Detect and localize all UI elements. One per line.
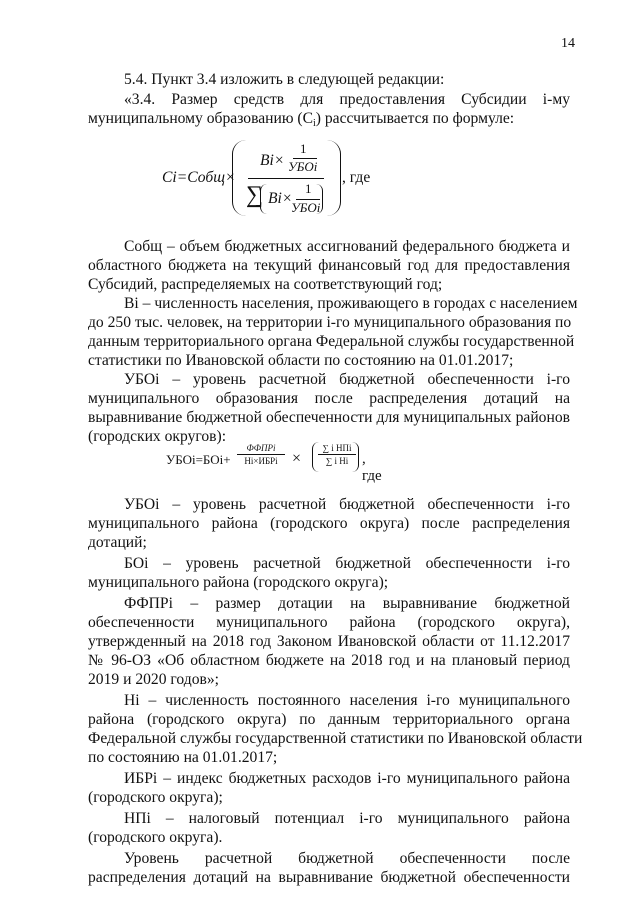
intro-line-2: «3.4. Размер средств для предоставления Субсидии i-му bbox=[124, 91, 570, 108]
formula-ci-den-left-paren bbox=[260, 184, 267, 214]
formula-ci-num-bi: Bi× bbox=[260, 152, 285, 169]
definition-6-line-2: (городского округа). bbox=[88, 829, 223, 846]
definition-3-line-2: обеспеченности муниципального района (городского округа), bbox=[88, 614, 570, 631]
def-bi-2: до 250 тыс. человек, на территории i-го муниципального образования по bbox=[88, 314, 572, 331]
formula-ci bbox=[162, 138, 412, 220]
definition-3-line-3: утвержденный на 2018 год Законом Ивановской области от 11.12.2017 bbox=[88, 633, 570, 650]
def-sobsh-3: Субсидий, распределяемых на соответствующий год; bbox=[88, 276, 443, 293]
formula-ci-left-paren bbox=[232, 140, 247, 216]
formula-ci-sigma: ∑ bbox=[246, 182, 264, 208]
intro-line-1: 5.4. Пункт 3.4 изложить в следующей редакции: bbox=[124, 71, 445, 88]
definition-1-line-3: дотаций; bbox=[88, 534, 147, 551]
def-sobsh-2: областного бюджета на текущий финансовый год для предоставления bbox=[88, 257, 570, 274]
definition-1-line-1: УБОi – уровень расчетной бюджетной обеспеченности i-го bbox=[124, 496, 570, 513]
def-bi-1: Bi – численность населения, проживающего в городах с населением bbox=[124, 295, 578, 312]
page-number: 14 bbox=[561, 36, 575, 51]
intro-line-3-a: муниципальному образованию (C bbox=[88, 110, 313, 127]
formula-uboi-where: , где bbox=[362, 451, 382, 484]
definition-5-line-1: ИБРi – индекс бюджетных расходов i-го муниципального района bbox=[124, 770, 570, 787]
definition-3-line-5: 2019 и 2020 годов»; bbox=[88, 671, 219, 688]
definition-3-line-4: № 96-ОЗ «Об областном бюджете на 2018 год и на плановый период bbox=[88, 652, 570, 669]
definition-4-line-1: Hi – численность постоянного населения i-го муниципального bbox=[124, 692, 570, 709]
formula-uboi-frac-bottom: Hi×ИБРi bbox=[244, 456, 278, 466]
formula-ci-where: , где bbox=[342, 169, 371, 186]
definition-2-line-1: БОi – уровень расчетной бюджетной обеспеченности i-го bbox=[124, 555, 570, 572]
formula-uboi-sum-bottom: ∑ i Hi bbox=[325, 456, 349, 466]
definition-5-line-2: (городского округа); bbox=[88, 789, 223, 806]
def-bi-3: данным территориального органа Федеральной службы государственной bbox=[88, 333, 575, 350]
definition-7-line-2: распределения дотаций на выравнивание бюджетной обеспеченности bbox=[88, 869, 570, 886]
definition-4-line-4: по состоянию на 01.01.2017; bbox=[88, 749, 278, 766]
definition-4-line-3: Федеральной службы государственной статистики по Ивановской области bbox=[88, 730, 583, 747]
formula-ci-denominator bbox=[246, 180, 326, 218]
formula-ci-den-right-paren bbox=[316, 184, 323, 214]
formula-ci-numerator bbox=[260, 141, 316, 175]
definition-6-line-1: НПi – налоговый потенциал i-го муниципального района bbox=[124, 810, 570, 827]
def-uboi-4: (городских округов): bbox=[88, 428, 227, 445]
formula-ci-den-bi: Bi× bbox=[268, 190, 293, 207]
formula-ci-right-paren bbox=[326, 140, 341, 216]
def-bi-4: статистики по Ивановской области по состоянию на 01.01.2017; bbox=[88, 352, 514, 369]
intro-line-3-sub: i bbox=[312, 118, 316, 129]
formula-uboi-sum-fraction bbox=[318, 442, 356, 467]
def-uboi-3: выравнивание бюджетной обеспеченности для муниципальных районов bbox=[88, 409, 570, 426]
formula-uboi-sum-top: ∑ i НПi bbox=[318, 442, 356, 455]
formula-ci-num-one: 1 bbox=[300, 141, 307, 156]
formula-ci-lhs: Ci=Собщ× bbox=[162, 169, 236, 186]
intro-line-3 bbox=[88, 109, 570, 133]
formula-uboi-right-paren bbox=[352, 442, 359, 472]
formula-uboi-frac-top: ФФПРi bbox=[237, 442, 285, 455]
formula-uboi bbox=[166, 440, 386, 484]
formula-ci-num-uboi: УБОi bbox=[288, 159, 318, 174]
def-sobsh-1: Собщ – объем бюджетных ассигнований федерального бюджета и bbox=[124, 238, 570, 255]
definition-4-line-2: района (городского округа) по данным территориального органа bbox=[88, 711, 570, 728]
definition-1-line-2: муниципального района (городского округа) после распределения bbox=[88, 515, 570, 532]
definition-7-line-1: Уровень расчетной бюджетной обеспеченности после bbox=[124, 850, 570, 867]
formula-ci-den-uboi: УБОi bbox=[291, 200, 321, 215]
def-uboi-1: УБОi – уровень расчетной бюджетной обеспеченности i-го bbox=[124, 371, 570, 388]
formula-uboi-times: × bbox=[292, 450, 302, 467]
definition-2-line-2: муниципального района (городского округа); bbox=[88, 574, 389, 591]
intro-line-3-b: ) рассчитывается по формуле: bbox=[315, 110, 515, 127]
formula-uboi-fraction bbox=[237, 442, 285, 467]
definition-3-line-1: ФФПРi – размер дотации на выравнивание бюджетной bbox=[124, 595, 570, 612]
formula-uboi-lhs: УБОi=БОi+ bbox=[166, 452, 231, 467]
formula-ci-fraction-line bbox=[248, 178, 324, 179]
def-uboi-2: муниципального образования после распределения дотаций на bbox=[88, 390, 570, 407]
formula-ci-den-one: 1 bbox=[305, 181, 312, 196]
